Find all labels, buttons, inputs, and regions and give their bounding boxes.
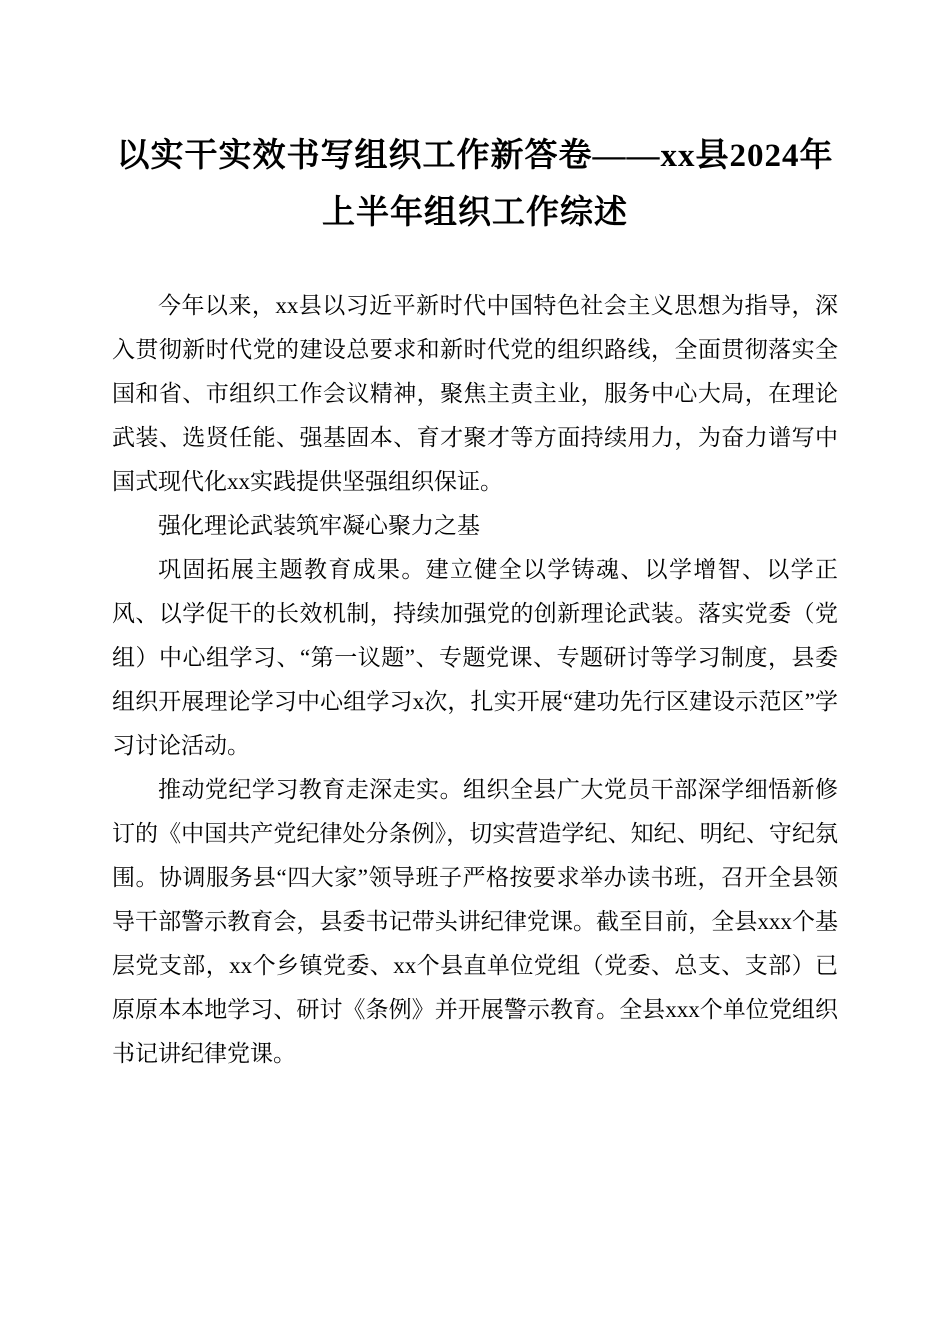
- document-body: [112, 284, 838, 1076]
- document-title: 以实干实效书写组织工作新答卷——xx县2024年上半年组织工作综述: [116, 138, 834, 231]
- paragraph-discipline-education: 推动党纪学习教育走深走实。组织全县广大党员干部深学细悟新修订的《中国共产党纪律处分条例》，切实营造学纪、知纪、明纪、守纪氛围。协调服务县“四大家”领导班子严格按要求举办读书班，召开全县领导干部警示教育会，县委书记带头讲纪律党课。截至目前，全县xxx个基层党支部，xx个乡镇党委、xx个县直单位党组（党委、总支、支部）已原原本本地学习、研讨《条例》并开展警示教育。全县xxx个单位党组织书记讲纪律党课。: [112, 777, 838, 1066]
- section-heading-theory-armament: 强化理论武装筑牢凝心聚力之基: [158, 513, 480, 538]
- paragraph-intro: 今年以来，xx县以习近平新时代中国特色社会主义思想为指导，深入贯彻新时代党的建设总要求和新时代党的组织路线，全面贯彻落实全国和省、市组织工作会议精神，聚焦主责主业，服务中心大局，在理论武装、选贤任能、强基固本、育才聚才等方面持续用力，为奋力谱写中国式现代化xx实践提供坚强组织保证。: [112, 293, 838, 494]
- paragraph-theme-education: 巩固拓展主题教育成果。建立健全以学铸魂、以学增智、以学正风、以学促干的长效机制，持续加强党的创新理论武装。落实党委（党组）中心组学习、“第一议题”、专题党课、专题研讨等学习制度，县委组织开展理论学习中心组学习x次，扎实开展“建功先行区建设示范区”学习讨论活动。: [112, 557, 838, 758]
